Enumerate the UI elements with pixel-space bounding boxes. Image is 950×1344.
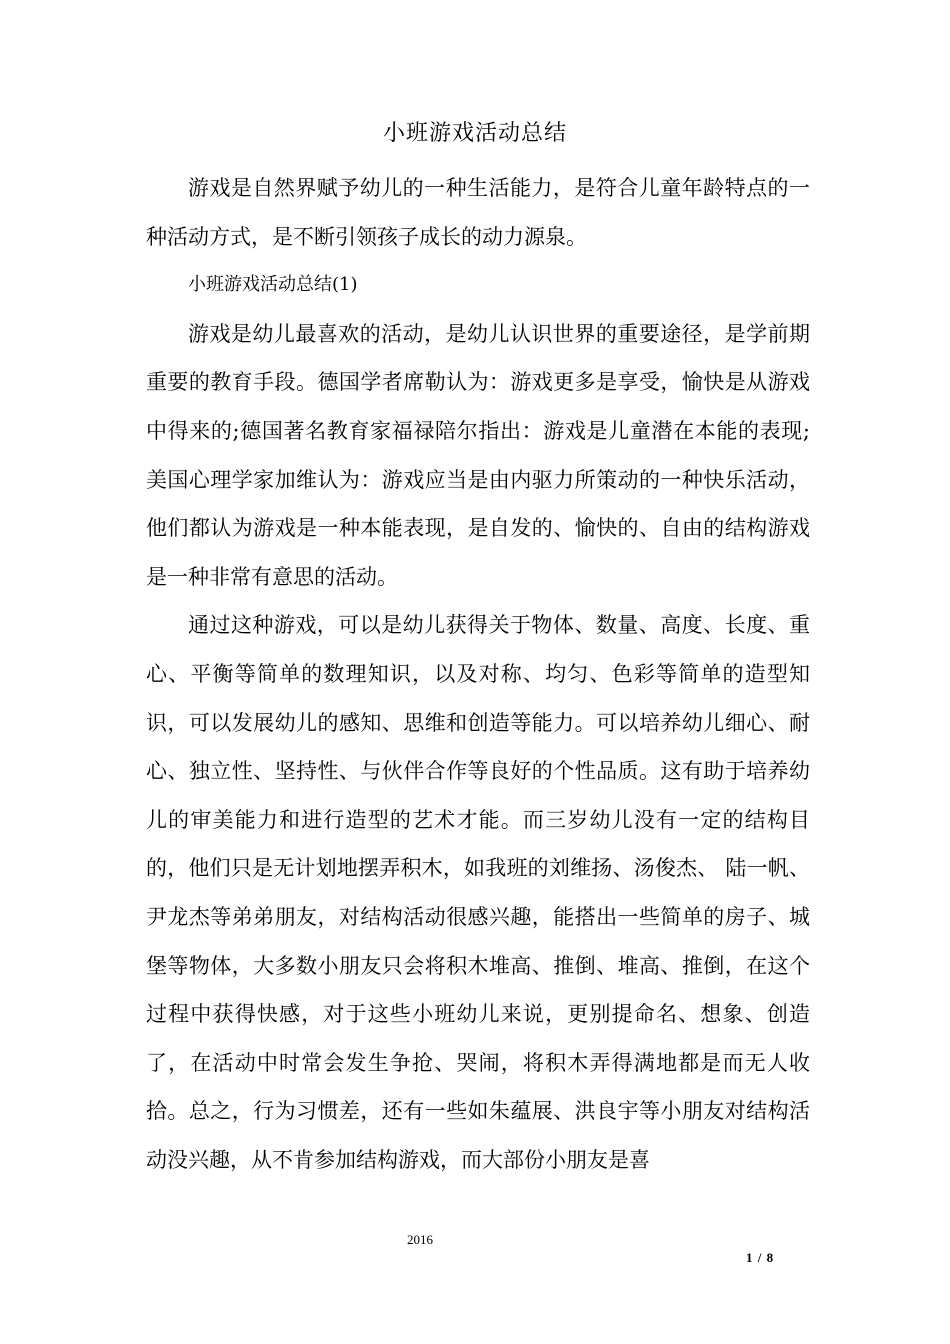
footer-year: 2016 xyxy=(407,1232,433,1247)
section-heading: 小班游戏活动总结(1) xyxy=(188,274,358,296)
document-body xyxy=(146,164,810,1184)
body-paragraph-1: 游戏是幼儿最喜欢的活动，是幼儿认识世界的重要途径，是学前期重要的教育手段。德国学者席勒认为：游戏更多是享受，愉快是从游戏中得来的;德国著名教育家福禄陪尔指出：游戏是儿童潜在本能的表现;美国心理学家加维认为：游戏应当是由内驱力所策动的一种快乐活动，他们都认为游戏是一种本能表现，是自发的、愉快的、自由的结构游戏是一种非常有意思的活动。 xyxy=(146,321,810,589)
intro-paragraph: 游戏是自然界赋予幼儿的一种生活能力，是符合儿童年龄特点的一种活动方式，是不断引领孩子成长的动力源泉。 xyxy=(146,176,810,249)
body-paragraph-2: 通过这种游戏，可以是幼儿获得关于物体、数量、高度、长度、重心、平衡等简单的数理知识，以及对称、均匀、色彩等简单的造型知识，可以发展幼儿的感知、思维和创造等能力。可以培养幼儿细心、耐心、独立性、坚持性、与伙伴合作等良好的个性品质。这有助于培养幼儿的审美能力和进行造型的艺术才能。而三岁幼儿没有一定的结构目的，他们只是无计划地摆弄积木，如我班的刘维扬、汤俊杰、 陆一帆、尹龙杰等弟弟朋友，对结构活动很感兴趣，能搭出一些简单的房子、城堡等物体，大多数小朋友只会将积木堆高、推倒、堆高、推倒，在这个过程中获得快感，对于这些小班幼儿来说，更别提命名、想象、创造了，在活动中时常会发生争抢、哭闹，将积木弄得满地都是而无人收拾。总之，行为习惯差，还有一些如朱蕴展、洪良宇等小朋友对结构活动没兴趣，从不肯参加结构游戏，而大部份小朋友是喜 xyxy=(146,613,810,1172)
page-number: 1 / 8 xyxy=(746,1250,775,1265)
page-title: 小班游戏活动总结 xyxy=(382,121,567,146)
